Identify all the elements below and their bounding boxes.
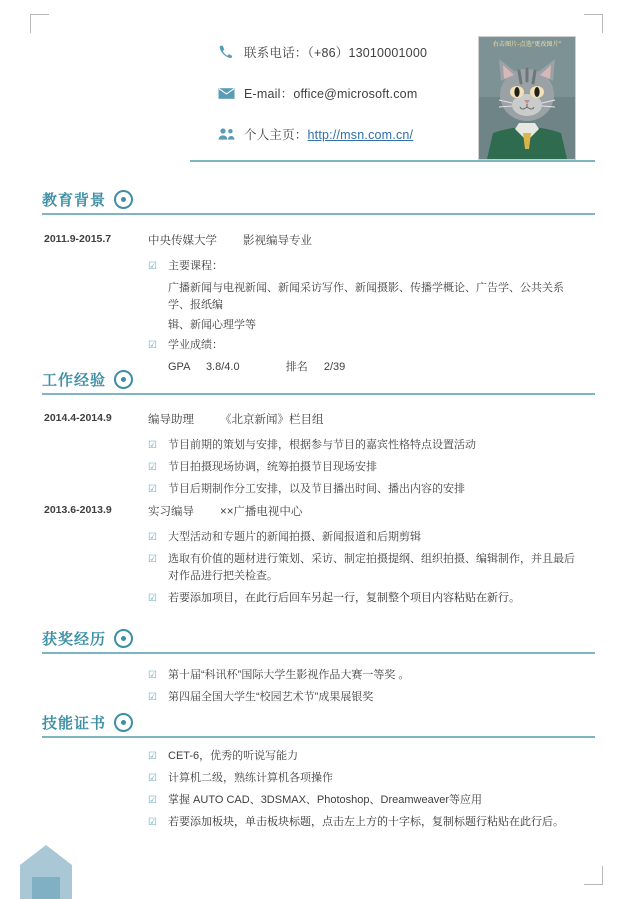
email-text: E-mail：office@microsoft.com	[244, 87, 418, 101]
bullet-item	[148, 529, 578, 546]
checkbox-icon: ☑	[148, 340, 157, 351]
bullet-item	[148, 437, 578, 454]
bullet-text: 节目后期制作分工安排，以及节目播出时间、播出内容的安排	[168, 483, 465, 495]
photo-frame[interactable]	[478, 36, 576, 160]
section-divider-education	[42, 213, 595, 215]
education-role	[148, 232, 312, 248]
bullet-item	[148, 770, 578, 787]
education-gpa-row	[168, 359, 568, 376]
contact-row-phone	[218, 42, 468, 62]
bullet-text: CET-6，优秀的听说写能力	[168, 750, 299, 762]
education-org: 中央传媒大学	[148, 235, 217, 247]
work-details-2	[148, 529, 578, 612]
crop-mark-bottom-right	[584, 866, 603, 885]
bullet-item	[148, 337, 568, 354]
checkbox-icon: ☑	[148, 440, 157, 451]
section-heading-work	[42, 369, 133, 390]
bullet-item	[148, 459, 578, 476]
bullet-text: 节目拍摄现场协调，统筹拍摄节目现场安排	[168, 461, 377, 473]
checkbox-icon: ☑	[148, 554, 157, 565]
bullet-text: 主要课程：	[168, 260, 223, 272]
awards-details	[148, 667, 578, 711]
phone-text: 联系电话：（+86）13010001000	[244, 46, 428, 60]
crop-mark-top-right	[584, 14, 603, 33]
work-role-1	[148, 411, 324, 427]
rank-label: 排名	[285, 361, 308, 373]
bullet-item	[148, 551, 578, 585]
checkbox-icon: ☑	[148, 817, 157, 828]
checkbox-icon: ☑	[148, 670, 157, 681]
work-role-2	[148, 503, 302, 519]
bullet-text: 计算机二级，熟练计算机各项操作	[168, 772, 333, 784]
section-title-skills: 技能证书	[42, 715, 107, 732]
section-heading-awards	[42, 628, 133, 649]
homepage-label: 个人主页：	[244, 128, 308, 142]
bullet-text: 节目前期的策划与安排，根据参与节目的嘉宾性格特点设置活动	[168, 439, 476, 451]
ring-icon	[114, 190, 133, 209]
ring-icon	[114, 629, 133, 648]
contact-row-email	[218, 83, 468, 103]
ring-icon	[114, 713, 133, 732]
contact-block	[218, 42, 468, 165]
bullet-item	[148, 748, 578, 765]
cat-portrait-image	[479, 37, 575, 159]
section-title-education: 教育背景	[42, 192, 107, 209]
bullet-text: 学业成绩：	[168, 339, 223, 351]
work-position-2: 实习编导	[148, 506, 194, 518]
checkbox-icon: ☑	[148, 773, 157, 784]
homepage-link[interactable]: http://msn.com.cn/	[307, 128, 414, 142]
bullet-item	[148, 689, 578, 706]
section-title-work: 工作经验	[42, 372, 107, 389]
education-details	[148, 258, 568, 376]
checkbox-icon: ☑	[148, 462, 157, 473]
rank-value: 2/39	[323, 361, 346, 373]
bullet-text: 若要添加项目，在此行后回车另起一行，复制整个项目内容粘贴在新行。	[168, 592, 520, 604]
bullet-text: 选取有价值的题材进行策划、采访、制定拍摄提纲、组织拍摄、编辑制作，并且最后对作品进行把关检查。	[168, 553, 575, 582]
education-course-line-2: 辑、新闻心理学等	[168, 319, 256, 331]
photo-hint-text: 右击图片-点选“更改图片”	[492, 42, 562, 48]
work-details-1	[148, 437, 578, 503]
bullet-item	[148, 481, 578, 498]
footer-decoration	[18, 843, 74, 899]
checkbox-icon: ☑	[148, 593, 157, 604]
education-major: 影视编导专业	[243, 235, 312, 247]
ring-icon	[114, 370, 133, 389]
work-org-1: 《北京新闻》栏目组	[220, 414, 324, 426]
bullet-item	[148, 667, 578, 684]
section-divider-work	[42, 393, 595, 395]
work-position-1: 编导助理	[148, 414, 194, 426]
skills-details	[148, 748, 578, 836]
education-course-line-1: 广播新闻与电视新闻、新闻采访写作、新闻摄影、传播学概论、广告学、公共关系学、报纸编	[168, 282, 564, 311]
section-heading-education	[42, 189, 133, 210]
bullet-item	[148, 814, 578, 831]
mail-icon	[218, 87, 244, 100]
section-title-awards: 获奖经历	[42, 631, 107, 648]
bullet-item	[148, 590, 578, 607]
section-divider-skills	[42, 736, 595, 738]
section-divider-awards	[42, 652, 595, 654]
bullet-text: 第十届“科讯杯”国际大学生影视作品大赛一等奖 。	[168, 669, 410, 681]
bullet-item	[148, 792, 578, 809]
section-heading-skills	[42, 712, 133, 733]
bullet-text: 第四届全国大学生“校园艺术节”成果展银奖	[168, 691, 374, 703]
work-date-2: 2013.6-2013.9	[44, 504, 112, 516]
homepage-text	[244, 125, 413, 143]
phone-icon	[218, 44, 244, 60]
work-date-1: 2014.4-2014.9	[44, 412, 112, 424]
contact-row-homepage	[218, 124, 468, 144]
checkbox-icon: ☑	[148, 261, 157, 272]
bullet-item	[148, 258, 568, 275]
gpa-value: 3.8/4.0	[205, 361, 240, 373]
education-date: 2011.9-2015.7	[44, 233, 112, 245]
bullet-text: 大型活动和专题片的新闻拍摄、新闻报道和后期剪辑	[168, 531, 421, 543]
checkbox-icon: ☑	[148, 692, 157, 703]
checkbox-icon: ☑	[148, 484, 157, 495]
people-icon	[218, 127, 244, 141]
checkbox-icon: ☑	[148, 532, 157, 543]
header-divider	[190, 160, 595, 162]
bullet-text: 若要添加板块，单击板块标题，点击左上方的十字标，复制标题行粘贴在此行后。	[168, 816, 564, 828]
checkbox-icon: ☑	[148, 751, 157, 762]
bullet-text: 掌握 AUTO CAD、3DSMAX、Photoshop、Dreamweaver等应用	[168, 794, 482, 806]
gpa-label: GPA	[168, 361, 190, 373]
work-org-2: ××广播电视中心	[220, 506, 303, 518]
crop-mark-top-left	[30, 14, 49, 33]
checkbox-icon: ☑	[148, 795, 157, 806]
